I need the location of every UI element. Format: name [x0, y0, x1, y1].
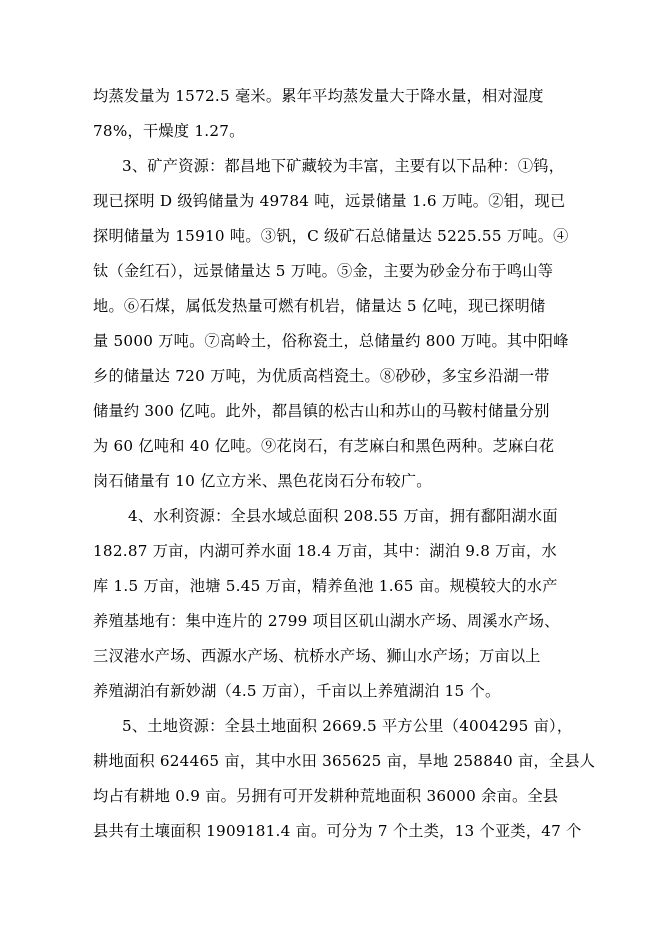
text-line: 岗石储量有 10 亿立方米、黑色花岗石分布较广。	[93, 472, 432, 490]
text-line: 县共有土壤面积 1909181.4 亩。可分为 7 个土类，13 个亚类，47 个	[93, 822, 582, 840]
text-line: 钛（金红石），远景储量达 5 万吨。⑤金，主要为砂金分布于鸣山等	[93, 262, 554, 280]
text-line: 养殖基地有：集中连片的 2799 项目区矶山湖水产场、周溪水产场、	[93, 612, 560, 630]
text-line: 均占有耕地 0.9 亩。另拥有可开发耕种荒地面积 36000 余亩。全县	[93, 787, 559, 805]
text-line: 现已探明 D 级钨储量为 49784 吨，远景储量 1.6 万吨。②钼，现已	[93, 192, 566, 210]
section-4-heading-line: 4、水利资源：全县水域总面积 208.55 万亩，拥有鄱阳湖水面	[128, 507, 558, 525]
text-line: 库 1.5 万亩，池塘 5.45 万亩，精养鱼池 1.65 亩。规模较大的水产	[93, 577, 558, 595]
text-line: 探明储量为 15910 吨。③钒，C 级矿石总储量达 5225.55 万吨。④	[93, 227, 569, 245]
text-line: 均蒸发量为 1572.5 毫米。累年平均蒸发量大于降水量，相对湿度	[93, 87, 544, 105]
text-line: 乡的储量达 720 万吨，为优质高档瓷土。⑧砂砂，多宝乡沿湖一带	[93, 367, 550, 385]
text-line: 养殖湖泊有新妙湖（4.5 万亩），千亩以上养殖湖泊 15 个。	[93, 682, 501, 700]
text-line: 182.87 万亩，内湖可养水面 18.4 万亩，其中：湖泊 9.8 万亩，水	[93, 542, 557, 560]
text-line: 为 60 亿吨和 40 亿吨。⑨花岗石，有芝麻白和黑色两种。芝麻白花	[93, 437, 555, 455]
text-line: 三汊港水产场、西源水产场、杭桥水产场、狮山水产场；万亩以上	[93, 647, 541, 665]
text-line: 耕地面积 624465 亩，其中水田 365625 亩，旱地 258840 亩，全县人	[93, 752, 596, 770]
section-3-heading-line: 3、矿产资源：都昌地下矿藏较为丰富，主要有以下品种：①钨，	[122, 157, 565, 175]
text-line: 78%，干燥度 1.27。	[93, 122, 245, 140]
text-line: 地。⑥石煤，属低发热量可燃有机岩，储量达 5 亿吨，现已探明储	[93, 297, 546, 315]
text-line: 储量约 300 亿吨。此外，都昌镇的松古山和苏山的马鞍村储量分别	[93, 402, 550, 420]
section-5-heading-line: 5、土地资源：全县土地面积 2669.5 平方公里（4004295 亩），	[122, 717, 573, 735]
text-line: 量 5000 万吨。⑦高岭土，俗称瓷土，总储量约 800 万吨。其中阳峰	[93, 332, 569, 350]
